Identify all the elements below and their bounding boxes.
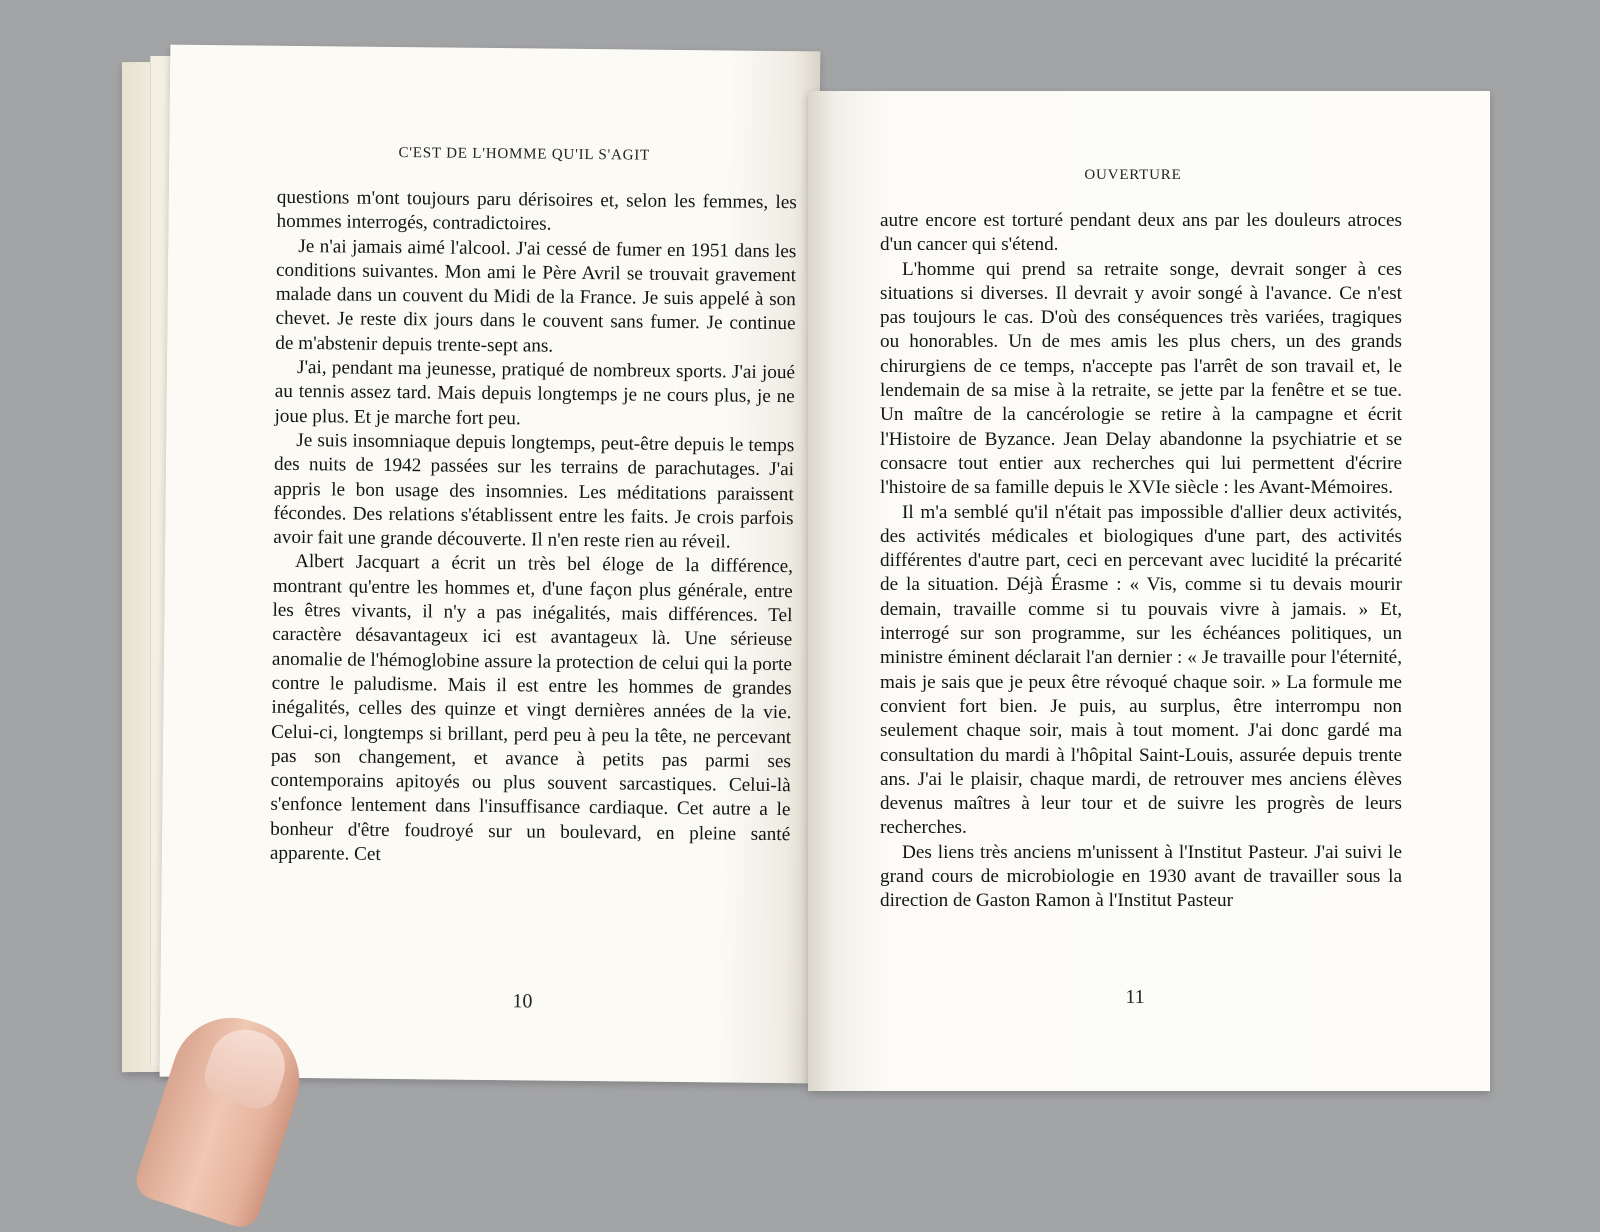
left-running-head: C'EST DE L'HOMME QU'IL S'AGIT xyxy=(398,145,651,164)
left-paragraph-4: Je suis insomniaque depuis longtemps, peut-être depuis le temps des nuits de 1942 passées sur les terrains de parachutages. J'ai appris le bon usage des insomnies. Les méditations paraissent fécondes. Des relations s'établissent entre les faits. Je crois parfois avoir fait une grande découverte. Il n'en reste rien au réveil. xyxy=(273,429,795,553)
left-page-text xyxy=(270,186,797,872)
right-paragraph-4: Des liens très anciens m'unissent à l'Institut Pasteur. J'ai suivi le grand cours de microbiologie en 1930 avant de travailler sous la direction de Gaston Ramon à l'Institut Pasteur xyxy=(880,841,1402,912)
left-page-number: 10 xyxy=(512,990,533,1013)
left-paragraph-5: Albert Jacquart a écrit un très bel éloge de la différence, montrant qu'entre les hommes et, d'une façon plus générale, entre les êtres vivants, il n'y a pas inégalités, mais différences. Tel caractère désavantageux ici est avantageux là. Une sérieuse anomalie de l'hémoglobine assure la protection de celui qui la porte contre le paludisme. Mais il est entre les hommes de grandes inégalités, celles des quinze et vingt dernières années de la vie. Celui-ci, longtemps si brillant, perd peu à peu la tête, ne percevant pas son changement, et avance à petits pas parmi ses contemporains apitoyés ou plus souvent sarcastiques. Celui-là s'enfonce lentement dans l'insuffisance cardiaque. Cet autre a le bonheur d'être foudroyé sur un boulevard, en pleine santé apparente. Cet xyxy=(269,551,794,865)
right-page xyxy=(808,91,1490,1091)
right-running-head: OUVERTURE xyxy=(1084,167,1182,183)
left-paragraph-3: J'ai, pendant ma jeunesse, pratiqué de nombreux sports. J'ai joué au tennis assez tard. Mais depuis longtemps je ne cours plus, je ne joue plus. Et je marche fort peu. xyxy=(274,357,796,429)
left-page xyxy=(160,45,821,1084)
right-paragraph-2: L'homme qui prend sa retraite songe, devrait songer à ces situations si diverses. Il devrait y avoir songé à l'avance. Ce n'est pas toujours le cas. D'où des conséquences très variées, tragiques ou honorables. Un de mes amis les plus chers, un des grands chirurgiens de ce temps, n'accepte pas l'arrêt de son travail et, le lendemain de sa mise à la retraite, se jette par la fenêtre et se tue. Un maître de la cancérologie se retire à la campagne et écrit l'Histoire de Byzance. Jean Delay abandonne la psychiatrie et se consacre tout entier aux recherches qui lui permettent d'écrire l'histoire de sa famille depuis le XVIe siècle : les Avant-Mémoires. xyxy=(880,258,1402,499)
right-paragraph-3: Il m'a semblé qu'il n'était pas impossible d'allier deux activités, des activités médicales et biologiques d'une part, des activités différentes d'autre part, ceci en percevant avec lucidité la précarité de la situation. Déjà Érasme : « Vis, comme si tu devais mourir demain, travaille comme si tu pouvais vivre à jamais. » Et, interrogé sur son programme, sur les échéances politiques, un ministre éminent déclarait l'an dernier : « Je travaille pour l'éternité, mais je sais que je peux être révoqué chaque soir. » La formule me convient fort bien. Je puis, au surplus, être interrompu non seulement chaque soir, mais à tout moment. J'ai donc gardé ma consultation du mardi à l'hôpital Saint-Louis, assurée depuis trente ans. J'ai le plaisir, chaque mardi, de retrouver mes anciens élèves devenus maîtres à leur tour et de suivre les progrès de leurs recherches. xyxy=(880,501,1402,839)
right-page-number: 11 xyxy=(1125,986,1145,1008)
left-paragraph-2: Je n'ai jamais aimé l'alcool. J'ai cessé de fumer en 1951 dans les conditions suivantes. Mon ami le Père Avril se trouvait gravement malade dans un couvent du Midi de la France. Je suis appelé à son chevet. Je reste dix jours dans le couvent sans fumer. Je continue de m'abstenir depuis trente-sept ans. xyxy=(275,235,797,357)
right-page-text xyxy=(880,209,1402,914)
right-paragraph-1: autre encore est torturé pendant deux ans par les douleurs atroces d'un cancer qui s'étend. xyxy=(880,210,1402,256)
left-paragraph-1: questions m'ont toujours paru dérisoires et, selon les femmes, les hommes interrogés, contradictoires. xyxy=(276,186,797,235)
